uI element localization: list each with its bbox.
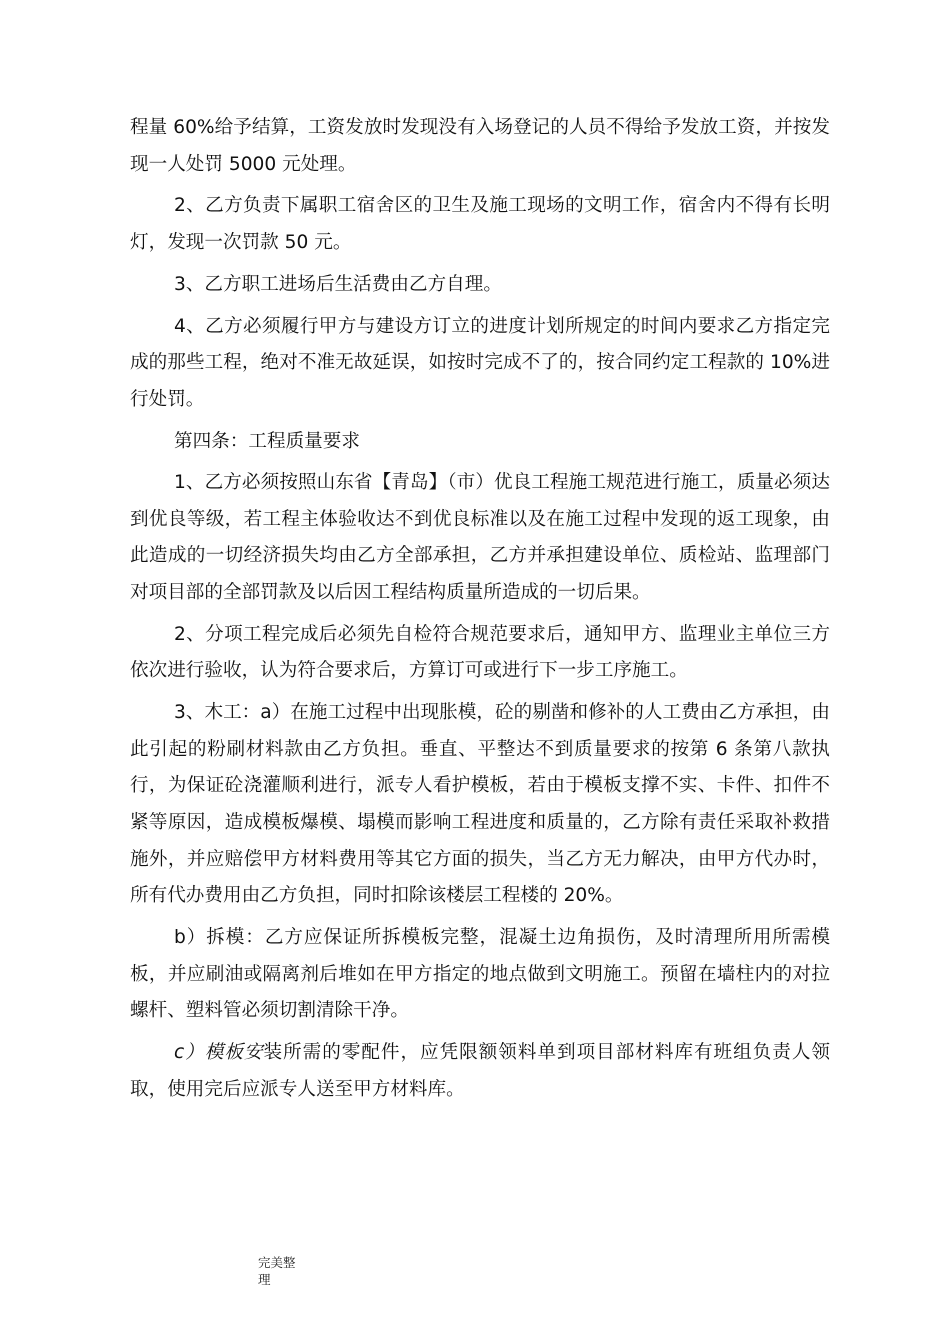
footer-line-2: 理: [258, 1272, 271, 1287]
paragraph-clause-2-dormitory: 2、乙方负责下属职工宿舍区的卫生及施工现场的文明工作，宿舍内不得有长明灯，发现一次罚款 50 元。: [130, 195, 830, 253]
paragraph-quality-clause-2: 2、分项工程完成后必须先自检符合规范要求后，通知甲方、监理业主单位三方依次进行验收，认为符合要求后，方算订可或进行下一步工序施工。: [130, 623, 830, 682]
paragraph-formwork-parts-lead: c）模板安: [174, 1041, 264, 1063]
paragraph-formwork-removal: b）拆模：乙方应保证所拆模板完整，混凝土边角损伤，及时清理所用所需模板，并应刷油或隔离剂后堆如在甲方指定的地点做到文明施工。预留在墙柱内的对拉螺杆、塑料管必须切割清除干净。: [130, 926, 830, 1022]
paragraph-settlement: 程量 60%给予结算，工资发放时发现没有入场登记的人员不得给予发放工资，并按发现一人处罚 5000 元处理。: [130, 117, 830, 175]
paragraph-formwork-parts: [130, 1035, 830, 1108]
section-heading-article-4: 第四条：工程质量要求: [174, 430, 360, 452]
footer-line-1: 完美整: [258, 1255, 296, 1270]
paragraph-quality-clause-1: 1、乙方必须按照山东省【青岛】（市）优良工程施工规范进行施工，质量必须达到优良等级，若工程主体验收达不到优良标准以及在施工过程中发现的返工现象，由此造成的一切经济损失均由乙方全部承担，乙方并承担建设单位、质检站、监理部门对项目部的全部罚款及以后因工程结构质量所造成的一切后果。: [130, 472, 830, 604]
document-body: [130, 110, 830, 1113]
paragraph-formwork-parts-text: 装所需的零配件，应凭限额领料单到项目部材料库有班组负责人领取，使用完后应派专人送至甲方材料库。: [130, 1041, 830, 1100]
paragraph-clause-4-schedule: 4、乙方必须履行甲方与建设方订立的进度计划所规定的时间内要求乙方指定完成的那些工程，绝对不准无故延误，如按时完成不了的，按合同约定工程款的 10%进行处罚。: [130, 315, 830, 410]
paragraph-quality-clause-3-carpentry: 3、木工：a）在施工过程中出现胀模，砼的剔凿和修补的人工费由乙方承担，由此引起的粉刷材料款由乙方负担。垂直、平整达不到质量要求的按第 6 条第八款执行，为保证砼浇灌顺利进行，派专人看护模板，若由于模板支撑不实、卡件、扣件不紧等原因，造成模板爆模、塌模而影响工程进度和质量的，乙方除有责任采取补救措施外，并应赔偿甲方材料费用等其它方面的损失，当乙方无力解决，由甲方代办时，所有代办费用由乙方负担，同时扣除该楼层工程楼的 20%。: [130, 702, 830, 907]
footer-watermark: [258, 1254, 318, 1288]
paragraph-clause-3-living-costs: 3、乙方职工进场后生活费由乙方自理。: [174, 273, 502, 295]
